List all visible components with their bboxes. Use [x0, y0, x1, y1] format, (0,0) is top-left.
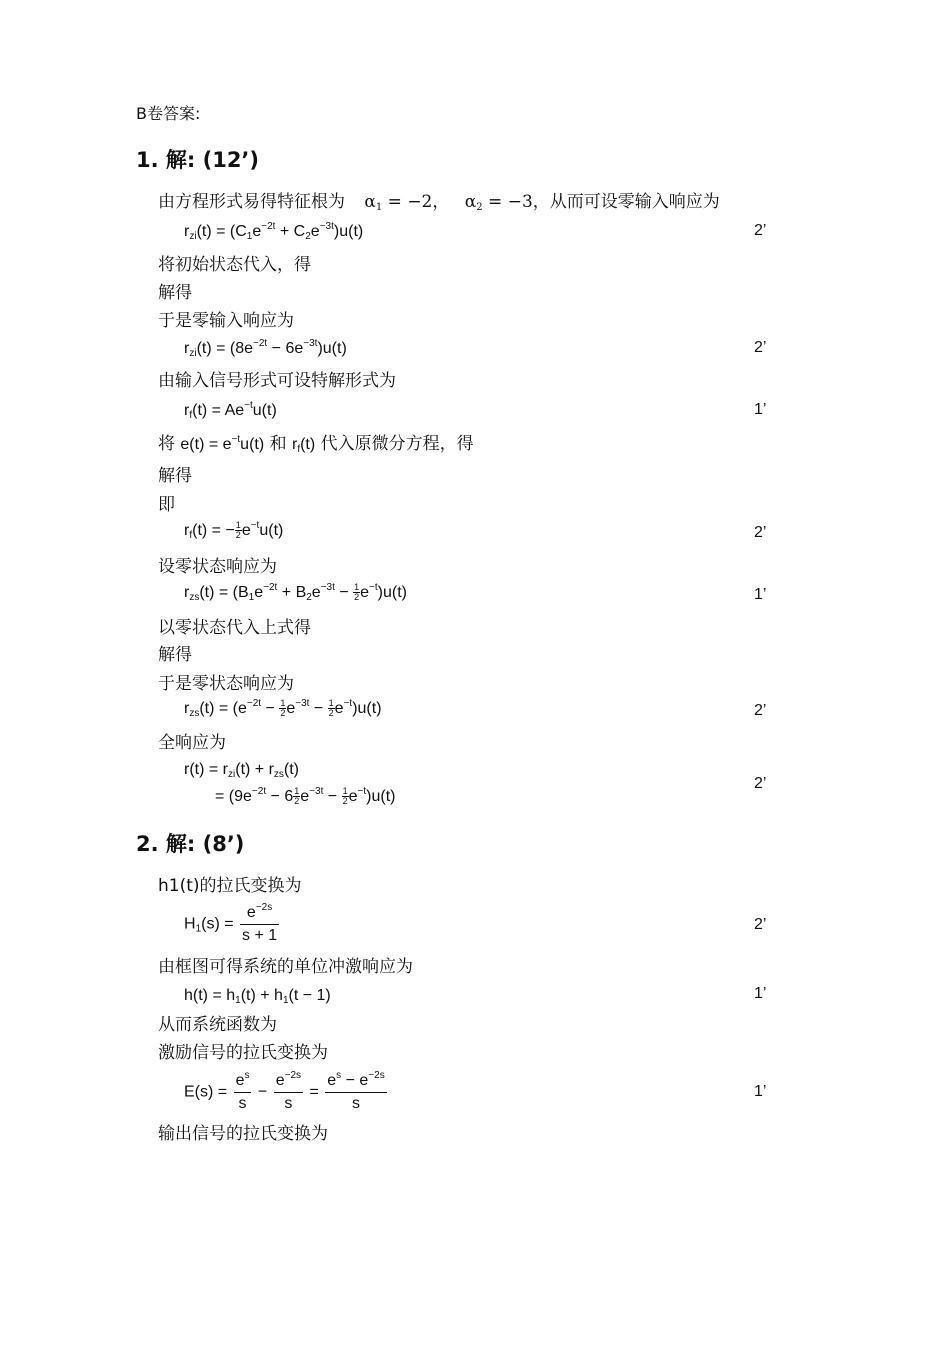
score-1: 2’	[754, 222, 767, 239]
question-2-heading: 2. 解: (8’)	[136, 832, 245, 856]
eq-rzs: $r_{zs}(t) = (e^{-2t}$ − $\frac{1}{2}$ $e^{-3t}$ − $\frac{1}{2}$ $e^{-t})u(t)$	[184, 698, 382, 719]
eq-et: $e(t) = e^{-t}u(t)$	[180, 434, 265, 453]
q1-text: 全响应为	[158, 733, 226, 753]
q1-text-substitute	[158, 433, 474, 456]
score-4: 2’	[754, 524, 767, 541]
q1-text: 解得	[158, 283, 192, 303]
eq-r-full: = ($9e^{-2t} - 6$ $\frac{1}{2}$ $e^{-3t}$ − $\frac{1}{2}$ $e^{-t})u(t)$	[215, 786, 396, 807]
q1-text-characteristic-roots	[158, 191, 720, 213]
score-7: 2’	[754, 775, 767, 792]
root-alpha1: $\alpha_1 = -2$，	[364, 192, 450, 213]
q1-text: 即	[158, 495, 175, 515]
eq-H1: $H_1(s)$ = $\frac{e^{-2s}}{s + 1}$	[184, 902, 278, 944]
q2-text: 激励信号的拉氏变换为	[158, 1043, 328, 1063]
q1-text: ，从而可设零输入响应为	[532, 192, 720, 212]
score-8: 2’	[754, 916, 767, 933]
q1-text: 代入原微分方程，得	[320, 434, 474, 454]
eq-rzs-form: $r_{zs}(t) = (B_1e^{-2t} + B_2e^{-3t}$ − $\frac{1}{2}$ $e^{-t})u(t)$	[184, 582, 407, 603]
q1-text: 以零状态代入上式得	[158, 618, 311, 638]
score-6: 2’	[754, 702, 767, 719]
q1-text: 解得	[158, 645, 192, 665]
eq-rf-symbol: $r_f(t)$	[291, 436, 316, 455]
eq-rzi-form: $r_{zi}(t) = (C_1e^{-2t} + C_2e^{-3t})u(t)$	[184, 221, 364, 242]
q1-text: 于是零输入响应为	[158, 311, 294, 331]
q1-text: 于是零状态响应为	[158, 674, 294, 694]
score-5: 1’	[754, 586, 767, 603]
q1-text: 设零状态响应为	[158, 557, 277, 577]
q1-text: 和	[269, 434, 287, 454]
question-1-heading: 1. 解: (12’)	[136, 148, 260, 172]
eq-r-sum: $r(t) = r_{zi}(t) + r_{zs}(t)$	[184, 761, 300, 780]
eq-rzi: $r_{zi}(t) = (8e^{-2t} - 6e^{-3t})u(t)$	[184, 338, 347, 359]
q2-text: 从而系统函数为	[158, 1015, 277, 1035]
score-3: 1’	[754, 401, 767, 418]
section-title: B卷答案:	[136, 104, 201, 123]
score-2: 2’	[754, 339, 767, 356]
q2-text: 输出信号的拉氏变换为	[158, 1124, 328, 1144]
q2-text: h1(t)的拉氏变换为	[158, 876, 302, 896]
score-9: 1’	[754, 985, 767, 1002]
q1-text: 将	[158, 434, 175, 454]
q2-text: 由框图可得系统的单位冲激响应为	[158, 957, 413, 977]
q1-text: 解得	[158, 466, 192, 486]
eq-rf: $r_f(t)$ = − $\frac{1}{2}$ $e^{-t}u(t)$	[184, 520, 284, 541]
q1-text: 将初始状态代入，得	[158, 255, 311, 275]
root-alpha2: $\alpha_2 = -3$	[464, 192, 533, 213]
score-10: 1’	[754, 1083, 767, 1100]
eq-E: E(s) = $\frac{e^s}{s}$ − $\frac{e^{-2s}}{s}$ = $\frac{e^s - e^{-2s}}{s}$	[184, 1070, 385, 1112]
eq-h: $h(t) = h_1(t) + h_1(t - 1)$	[184, 987, 331, 1006]
q1-text: 由方程形式易得特征根为	[158, 192, 345, 212]
eq-rf-form: $r_f(t) = Ae^{-t}u(t)$	[184, 400, 277, 421]
q1-text: 由输入信号形式可设特解形式为	[158, 371, 396, 391]
